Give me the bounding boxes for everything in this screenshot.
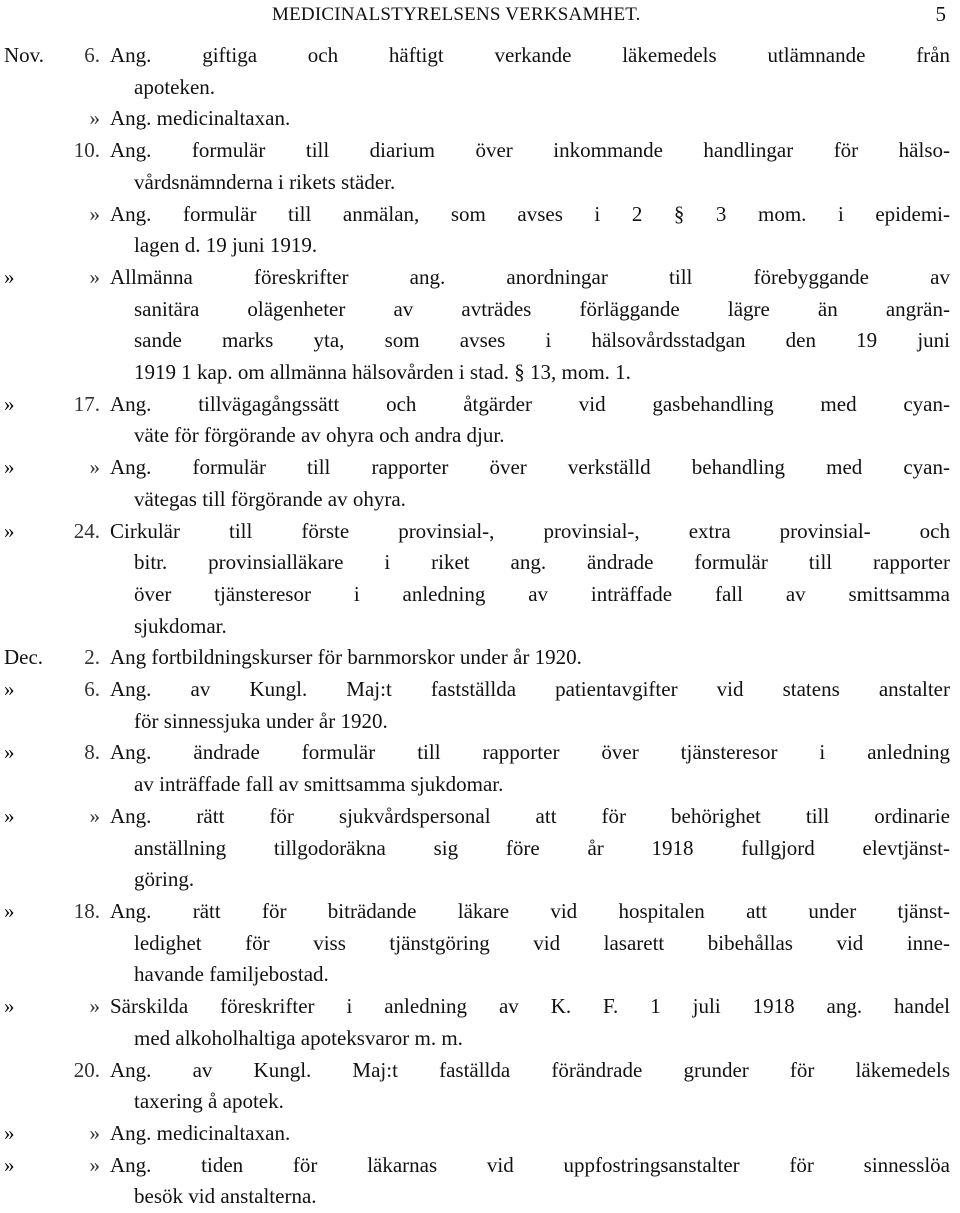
- entry-day: 18.: [73, 898, 100, 923]
- entry-text: [110, 452, 960, 515]
- entry-day: »: [89, 1152, 100, 1177]
- list-item: [0, 642, 960, 674]
- entry-day: 8.: [84, 740, 100, 765]
- entry-day: 17.: [73, 391, 100, 416]
- list-item: [0, 40, 960, 103]
- list-item: [0, 1055, 960, 1118]
- entry-text: [110, 389, 960, 452]
- entry-text-line: för sinnessjuka under år 1920.: [134, 708, 388, 733]
- list-item: [0, 1118, 960, 1150]
- entry-text-line: med alkoholhaltiga apoteksvaror m. m.: [134, 1025, 463, 1050]
- list-item: [0, 199, 960, 262]
- entry-text-line: lagen d. 19 juni 1919.: [134, 233, 318, 258]
- page-header: [0, 0, 960, 30]
- entry-text-line: sande marks yta, som avses i hälsovårdsstadgan den 19 juni: [134, 328, 950, 353]
- entry-text-line: över tjänsteresor i anledning av inträffade fall av smittsamma: [134, 581, 950, 606]
- entry-text: [110, 1118, 960, 1150]
- entry-text-line: av inträffade fall av smittsamma sjukdomar.: [134, 772, 504, 797]
- entry-text-line: göring.: [134, 867, 195, 892]
- list-item: [0, 516, 960, 643]
- entry-text: [110, 262, 960, 389]
- entry-month: »: [4, 898, 15, 923]
- entry-text-line: taxering å apotek.: [134, 1089, 284, 1114]
- entry-text: [110, 135, 960, 198]
- entry-day: »: [89, 994, 100, 1019]
- entry-text-line: Ang. medicinaltaxan.: [110, 106, 291, 131]
- entry-text: [110, 516, 960, 643]
- entry-month: »: [4, 391, 15, 416]
- entry-day: 6.: [84, 677, 100, 702]
- entry-text-line: Ang fortbildningskurser för barnmorskor under år 1920.: [110, 645, 582, 670]
- entry-day: »: [89, 803, 100, 828]
- list-item: [0, 991, 960, 1054]
- list-item: [0, 801, 960, 896]
- list-item: [0, 135, 960, 198]
- entry-day: 2.: [84, 645, 100, 670]
- entry-day: »: [89, 201, 100, 226]
- list-item: [0, 103, 960, 135]
- entry-month: »: [4, 740, 15, 765]
- entry-text-line: vårdsnämnderna i rikets städer.: [134, 169, 396, 194]
- entry-day: »: [89, 264, 100, 289]
- entry-text-line: väte för förgörande av ohyra och andra djur.: [134, 423, 505, 448]
- entry-text-line: Ang. tiden för läkarnas vid uppfostringsanstalter för sinnesslöa: [110, 1152, 950, 1177]
- entry-day: »: [89, 1120, 100, 1145]
- list-item: [0, 389, 960, 452]
- entry-text-line: Ang. rätt för sjukvårdspersonal att för behörighet till ordinarie: [110, 803, 950, 828]
- entry-day: 20.: [73, 1057, 100, 1082]
- entry-text-line: 1919 1 kap. om allmänna hälsovården i stad. § 13, mom. 1.: [134, 360, 631, 385]
- page-number: 5: [935, 2, 946, 26]
- entry-list: [0, 40, 960, 1213]
- entry-text-line: Allmänna föreskrifter ang. anordningar till förebyggande av: [110, 264, 950, 289]
- entry-day: 10.: [73, 138, 100, 163]
- entry-month: Dec.: [4, 645, 44, 670]
- entry-text-line: Ang. medicinaltaxan.: [110, 1120, 291, 1145]
- entry-text-line: Ang. formulär till rapporter över verkställd behandling med cyan-: [110, 455, 950, 480]
- entry-text-line: vätegas till förgörande av ohyra.: [134, 486, 406, 511]
- entry-month: »: [4, 1152, 15, 1177]
- entry-day: »: [89, 455, 100, 480]
- entry-day: »: [89, 106, 100, 131]
- entry-text-line: Ang. av Kungl. Maj:t faställda förändrade grunder för läkemedels: [110, 1057, 950, 1082]
- running-title: MEDICINALSTYRELSENS VERKSAMHET.: [272, 4, 641, 25]
- entry-text: [110, 199, 960, 262]
- entry-text: [110, 642, 960, 674]
- entry-text: [110, 103, 960, 135]
- entry-text-line: sanitära olägenheter av avträdes förläggande lägre än angrän-: [134, 296, 950, 321]
- entry-month: »: [4, 264, 15, 289]
- list-item: [0, 452, 960, 515]
- entry-text-line: apoteken.: [134, 74, 216, 99]
- entry-day: 6.: [84, 43, 100, 67]
- entry-text-line: Ang. formulär till anmälan, som avses i 2 § 3 mom. i epidemi-: [110, 201, 950, 226]
- entry-text-line: Ang. ändrade formulär till rapporter över tjänsteresor i anledning: [110, 740, 950, 765]
- entry-text-line: Ang. tillvägagångssätt och åtgärder vid gasbehandling med cyan-: [110, 391, 950, 416]
- entry-text-line: havande familjebostad.: [134, 962, 329, 987]
- list-item: [0, 674, 960, 737]
- entry-text-line: bitr. provinsialläkare i riket ang. ändrade formulär till rapporter: [134, 550, 950, 575]
- entry-text: [110, 896, 960, 991]
- entry-text-line: Cirkulär till förste provinsial-, provinsial-, extra provinsial- och: [110, 518, 950, 543]
- entry-text: [110, 737, 960, 800]
- entry-text-line: ledighet för viss tjänstgöring vid lasarett bibehållas vid inne-: [134, 930, 950, 955]
- list-item: [0, 896, 960, 991]
- entry-text: [110, 40, 960, 103]
- entry-text: [110, 674, 960, 737]
- entry-month: »: [4, 455, 15, 480]
- entry-text-line: Ang. formulär till diarium över inkommande handlingar för hälso-: [110, 138, 950, 163]
- entry-month: Nov.: [4, 43, 45, 67]
- entry-text-line: besök vid anstalterna.: [134, 1184, 317, 1209]
- entry-day: 24.: [73, 518, 100, 543]
- entry-text: [110, 801, 960, 896]
- entry-text-line: Ang. av Kungl. Maj:t fastställda patientavgifter vid statens anstalter: [110, 677, 950, 702]
- entry-text: [110, 1150, 960, 1213]
- entry-month: »: [4, 1120, 15, 1145]
- entry-text-line: sjukdomar.: [134, 613, 227, 638]
- entry-text-line: Ang. rätt för biträdande läkare vid hospitalen att under tjänst-: [110, 898, 950, 923]
- entry-text: [110, 991, 960, 1054]
- entry-month: »: [4, 803, 15, 828]
- list-item: [0, 737, 960, 800]
- entry-text-line: Ang. giftiga och häftigt verkande läkemedels utlämnande från: [110, 43, 950, 67]
- entry-month: »: [4, 994, 15, 1019]
- entry-text-line: Särskilda föreskrifter i anledning av K. F. 1 juli 1918 ang. handel: [110, 994, 950, 1019]
- entry-text: [110, 1055, 960, 1118]
- list-item: [0, 262, 960, 389]
- entry-month: »: [4, 677, 15, 702]
- list-item: [0, 1150, 960, 1213]
- entry-text-line: anställning tillgodoräkna sig före år 1918 fullgjord elevtjänst-: [134, 835, 950, 860]
- entry-month: »: [4, 518, 15, 543]
